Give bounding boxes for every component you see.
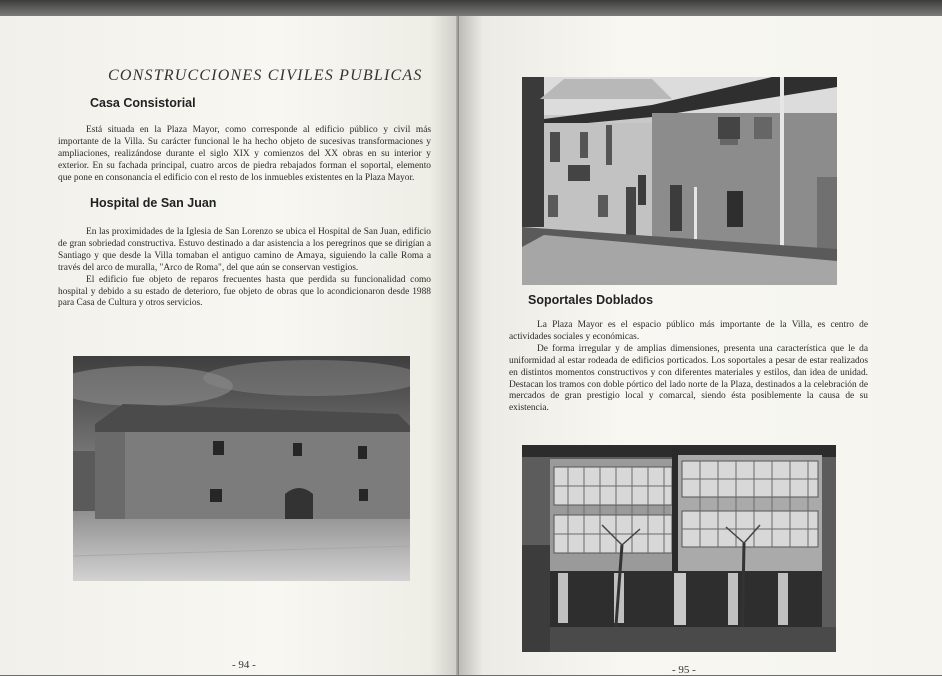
paragraph-text: En las proximidades de la Iglesia de San Lorenzo se ubica el Hospital de San Juan, edificio de gran sobriedad constructiva. Estuvo destinado a dar asistencia a los peregrinos que se dirigían a Santiago y que desde la Villa tomaban el antiguo camino de Amaya, siguiendo la calle Roma a través del arco de muralla, "Arco de Roma", del que aún se conservan vestigios.	[58, 227, 431, 273]
heading-soportales-doblados: Soportales Doblados	[528, 293, 654, 307]
photo-soportales-street	[522, 77, 837, 285]
paragraph-text: El edificio fue objeto de reparos frecuentes hasta que perdida su funcionalidad como hospital y debido a su estado de deterioro, fue objeto de obras que lo acondicionaron desde 1988 para Casa de Cultura y otros servicios.	[58, 274, 431, 309]
paragraph-text: La Plaza Mayor es el espacio público más importante de la Villa, es centro de actividades sociales y económicas.	[509, 320, 868, 342]
page-number-right: - 95 -	[672, 664, 696, 676]
paragraph-hospital-san-juan	[58, 227, 431, 310]
paragraph-text: Está situada en la Plaza Mayor, como corresponde al edificio público y civil más importante de la Villa. Su carácter funcional le ha hecho objeto de sucesivas transformaciones y ampliaciones, realizándose durante el siglo XIX y comienzos del XX obras en su interior y exterior. En su fachada principal, cuatro arcos de piedra rebajados forman el soportal, elemento que pone en consonancia el edificio con el resto de los inmuebles existentes en la Plaza Mayor.	[58, 125, 431, 183]
heading-hospital-san-juan: Hospital de San Juan	[90, 196, 217, 210]
page-number-left: - 94 -	[232, 659, 256, 671]
chapter-title: CONSTRUCCIONES CIVILES PUBLICAS	[108, 67, 423, 84]
paragraph-casa-consistorial	[58, 125, 431, 185]
paragraph-text: De forma irregular y de amplias dimensiones, presenta una característica que le da uniformidad al estar rodeada de edificios porticados. Los soportales a pesar de estar realizados en distintos momentos constructivos y con diferentes materiales y estilos, dan idea de unidad. Destacan los tramos con doble pórtico del lado norte de la Plaza, destinados a la celebración de mercados de gran prestigio local y comarcal, siendo ésta posiblemente la causa de su existencia.	[509, 343, 868, 414]
photo-hospital-san-juan	[73, 356, 410, 581]
paragraph-soportales-doblados	[509, 320, 868, 415]
heading-casa-consistorial: Casa Consistorial	[90, 96, 196, 110]
photo-plaza-mayor-galleries	[522, 445, 836, 652]
